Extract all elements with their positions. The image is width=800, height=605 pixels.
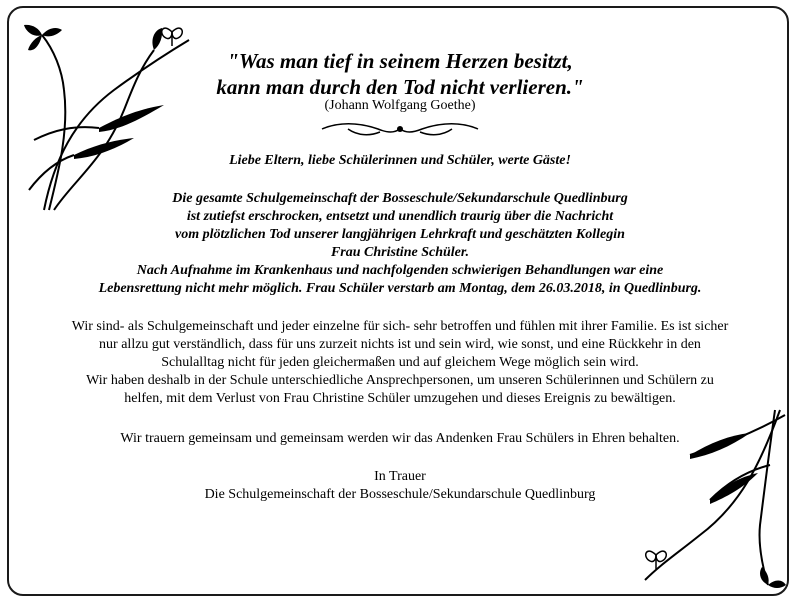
divider-flourish-icon — [318, 118, 482, 140]
signature-line-2: Die Schulgemeinschaft der Bosseschule/Sekundarschule Quedlinburg — [204, 487, 596, 502]
quote-line-2: kann man durch den Tod nicht verlieren." — [216, 75, 584, 99]
announcement-paragraph — [0, 190, 800, 298]
greeting: Liebe Eltern, liebe Schülerinnen und Schüler, werte Gäste! — [229, 153, 571, 168]
signature-line-1: In Trauer — [374, 469, 426, 484]
announcement-line: Lebensrettung nicht mehr möglich. Frau Schüler verstarb am Montag, dem 26.03.2018, in Quedlinburg. — [98, 281, 702, 296]
announcement-line: ist zutiefst erschrocken, entsetzt und unendlich traurig über die Nachricht — [186, 209, 614, 224]
quote-author: (Johann Wolfgang Goethe) — [324, 98, 476, 113]
closing-sentence: Wir trauern gemeinsam und gemeinsam werden wir das Andenken Frau Schülers in Ehren behalten. — [120, 431, 680, 446]
body-line: Wir haben deshalb in der Schule unterschiedliche Ansprechpersonen, um unseren Schülerinnen und Schülern zu — [86, 373, 714, 388]
body-paragraph — [0, 318, 800, 408]
announcement-line: Nach Aufnahme im Krankenhaus und nachfolgenden schwierigen Behandlungen war eine — [136, 263, 664, 278]
body-line: nur allzu gut verständlich, dass für uns zurzeit nichts ist und sein wird, wie sonst, und eine Rückkehr in den — [99, 337, 701, 352]
announcement-line: Die gesamte Schulgemeinschaft der Bosseschule/Sekundarschule Quedlinburg — [172, 191, 628, 206]
body-line: Schulalltag nicht für jeden gleichermaßen und auf gleichem Wege möglich sein wird. — [161, 355, 639, 370]
body-line: helfen, mit dem Verlust von Frau Christine Schüler umzugehen und dieses Ereignis zu bewältigen. — [124, 391, 676, 406]
body-line: Wir sind- als Schulgemeinschaft und jeder einzelne für sich- sehr betroffen und fühlen mit ihrer Familie. Es ist sicher — [71, 319, 729, 334]
announcement-line: vom plötzlichen Tod unserer langjährigen Lehrkraft und geschätzten Kollegin — [175, 227, 625, 242]
announcement-line: Frau Christine Schüler. — [330, 245, 470, 260]
signature — [0, 468, 800, 504]
quote-line-1: "Was man tief in seinem Herzen besitzt, — [227, 49, 573, 73]
